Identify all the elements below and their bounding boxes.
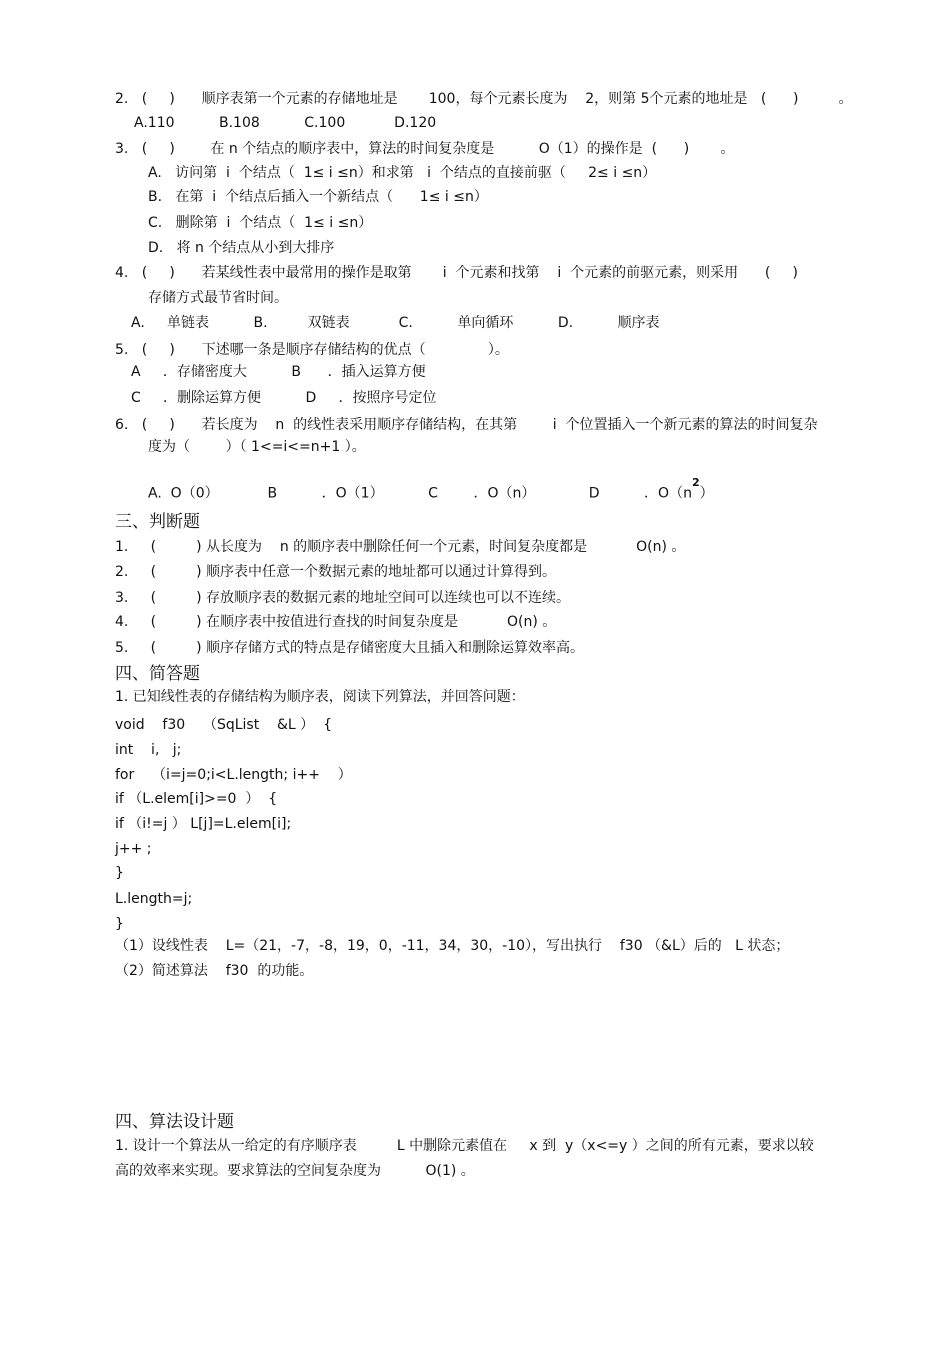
question-4-options: A. 单链表 B. 双链表 C. 单向循环 D. 顺序表 [131, 315, 660, 331]
question-3-option-d: D. 将 n 个结点从小到大排序 [148, 240, 335, 256]
short-answer-question-2: （2）简述算法 f30 的功能。 [115, 963, 314, 979]
code-line-5: if （i!=j ） L[j]=L.elem[i]; [115, 816, 292, 832]
question-2-stem: 2. ( ) 顺序表第一个元素的存储地址是 100，每个元素长度为 2，则第 5个元素的地址是 ( ) 。 [115, 91, 853, 107]
judgment-item-3: 3. ( ) 存放顺序表的数据元素的地址空间可以连续也可以不连续。 [115, 590, 571, 606]
question-6-stem: 6. ( ) 若长度为 n 的线性表采用顺序存储结构，在其第 i 个位置插入一个新元素的算法的时间复杂 [115, 417, 818, 433]
code-line-8: L.length=j; [115, 891, 193, 907]
short-answer-section-title: 四、简答题 [115, 664, 200, 684]
code-line-3: for （i=j=0;i<L.length; i++ ） [115, 767, 352, 783]
question-3-option-a: A. 访问第 i 个结点（ 1≤ i ≤n）和求第 i 个结点的直接前驱（ 2≤ i ≤n） [148, 165, 657, 181]
question-6-options [148, 476, 714, 503]
question-4-stem-cont: 存储方式最节省时间。 [148, 290, 288, 306]
short-answer-intro: 1. 已知线性表的存储结构为顺序表，阅读下列算法，并回答问题： [115, 689, 525, 705]
judgment-item-1: 1. ( ) 从长度为 n 的顺序表中删除任何一个元素，时间复杂度都是 O(n) 。 [115, 539, 686, 555]
code-line-6: j++ ; [115, 841, 152, 857]
code-line-1: void f30 （SqList &L ） { [115, 717, 332, 733]
question-6-options-tail: ） [699, 485, 714, 502]
judgment-section-title: 三、判断题 [115, 512, 200, 532]
algorithm-question-line-2: 高的效率来实现。要求算法的空间复杂度为 O(1) 。 [115, 1163, 475, 1179]
question-4-stem: 4. ( ) 若某线性表中最常用的操作是取第 i 个元素和找第 i 个元素的前驱元素，则采用 ( ) [115, 265, 798, 281]
question-5-options-row1: A ．存储密度大 B ．插入运算方便 [131, 364, 426, 380]
question-2-options: A.110 B.108 C.100 D.120 [134, 115, 437, 131]
question-6-stem-cont: 度为（ ）（ 1<=i<=n+1 ）。 [148, 439, 366, 455]
judgment-item-4: 4. ( ) 在顺序表中按值进行查找的时间复杂度是 O(n) 。 [115, 614, 557, 630]
question-5-stem: 5. ( ) 下述哪一条是顺序存储结构的优点（ ）。 [115, 342, 509, 358]
algorithm-section-title: 四、算法设计题 [115, 1112, 234, 1132]
question-5-options-row2: C ．删除运算方便 D ．按照序号定位 [131, 390, 437, 406]
judgment-item-5: 5. ( ) 顺序存储方式的特点是存储密度大且插入和删除运算效率高。 [115, 640, 585, 656]
code-line-9: } [115, 916, 124, 932]
short-answer-question-1: （1）设线性表 L=（21，-7，-8，19，0，-11，34，30，-10），写出执行 f30 （&L）后的 L 状态； [115, 938, 790, 954]
code-line-7: } [115, 865, 124, 881]
code-line-4: if （L.elem[i]>=0 ） { [115, 791, 278, 807]
question-3-option-b: B. 在第 i 个结点后插入一个新结点（ 1≤ i ≤n） [148, 189, 488, 205]
question-3-option-c: C. 删除第 i 个结点（ 1≤ i ≤n） [148, 215, 373, 231]
exponent-2: 2 [691, 476, 700, 489]
question-6-options-main: A. O（0） B ．O（1） C ．O（n） D ．O（n [148, 485, 692, 502]
algorithm-question-line-1: 1. 设计一个算法从一给定的有序顺序表 L 中删除元素值在 x 到 y（x<=y ）之间的所有元素，要求以较 [115, 1138, 814, 1154]
code-line-2: int i, j; [115, 742, 182, 758]
judgment-item-2: 2. ( ) 顺序表中任意一个数据元素的地址都可以通过计算得到。 [115, 564, 557, 580]
question-3-stem: 3. ( ) 在 n 个结点的顺序表中，算法的时间复杂度是 O（1）的操作是 ( ) 。 [115, 141, 735, 157]
